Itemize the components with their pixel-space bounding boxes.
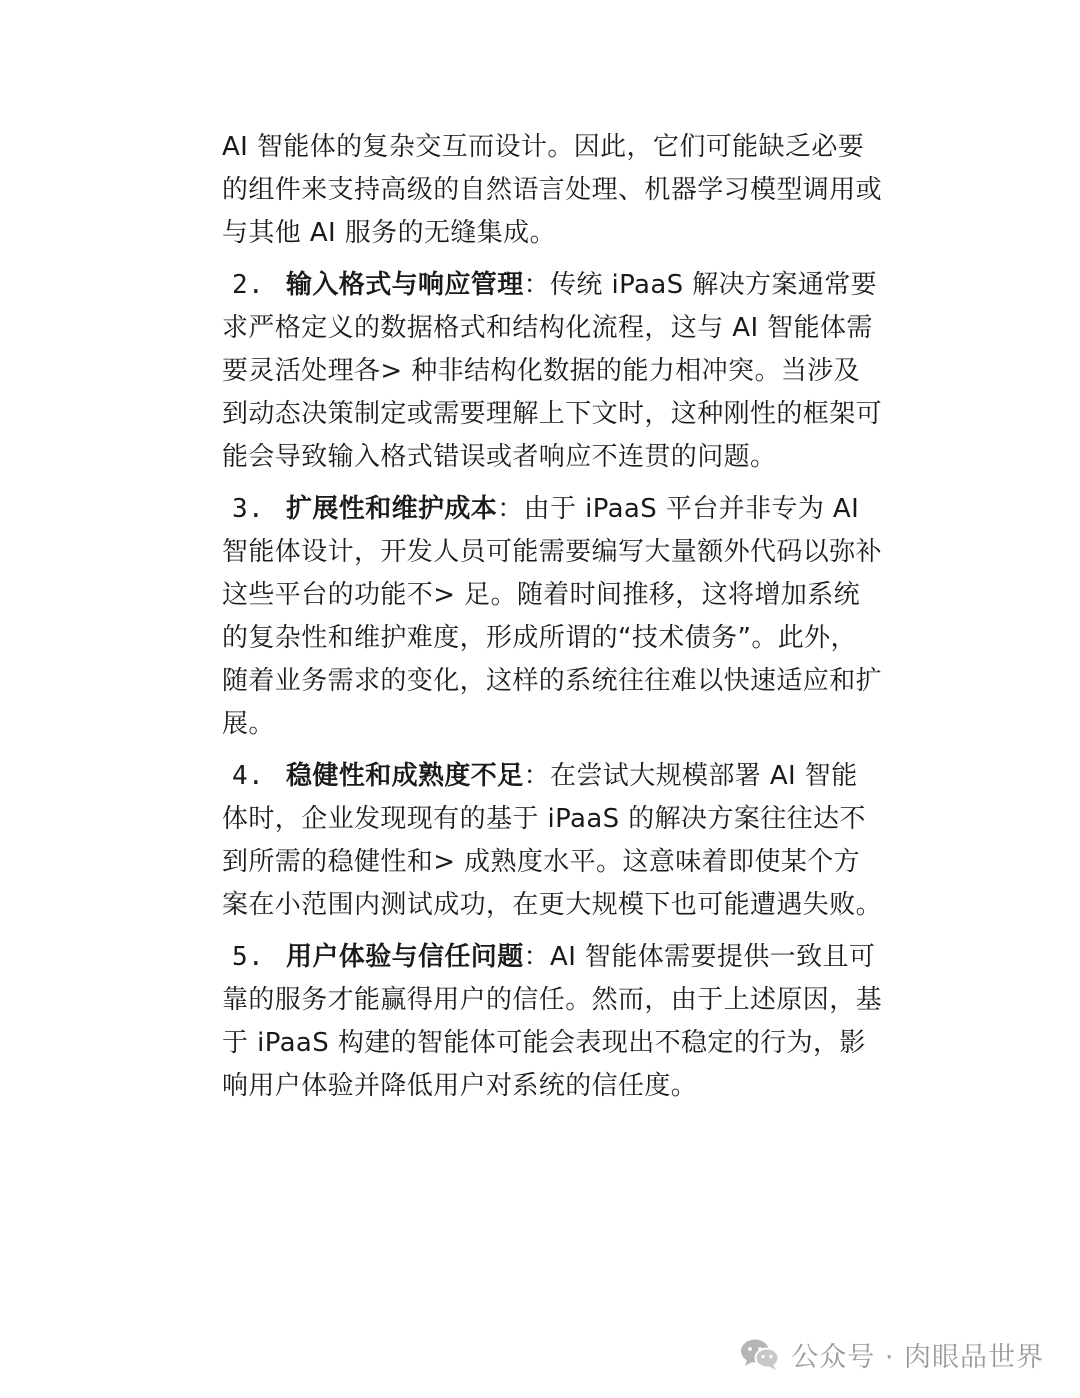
- list-item: [222, 488, 882, 746]
- list-item: [222, 264, 882, 479]
- list-item-body: ：由于 iPaaS 平台并非专为 AI 智能体设计，开发人员可能需要编写大量额外代码以弥补这些平台的功能不> 足。随着时间推移，这将增加系统的复杂性和维护难度，形成所谓的“技术债务”。此外，随着业务需求的变化，这样的系统往往难以快速适应和扩展。: [222, 494, 883, 739]
- list-item-number: 4.: [232, 761, 265, 791]
- list-item-body: ：传统 iPaaS 解决方案通常要求严格定义的数据格式和结构化流程，这与 AI 智能体需要灵活处理各> 种非结构化数据的能力相冲突。当涉及到动态决策制定或需要理解上下文时，这种刚性的框架可能会导致输入格式错误或者响应不连贯的问题。: [222, 270, 883, 472]
- watermark-label: 公众号 · 肉眼品世界: [791, 1341, 1044, 1373]
- list-item-heading: 用户体验与信任问题: [286, 942, 524, 972]
- list-item-number: 3.: [232, 494, 265, 524]
- intro-paragraph: AI 智能体的复杂交互而设计。因此，它们可能缺乏必要的组件来支持高级的自然语言处理、机器学习模型调用或与其他 AI 服务的无缝集成。: [222, 132, 883, 248]
- list-item-number: 5.: [232, 942, 265, 972]
- list-item-number: 2.: [232, 270, 265, 300]
- list-item-heading: 扩展性和维护成本: [286, 494, 498, 524]
- article-body: [222, 126, 882, 1117]
- list-item: [222, 755, 882, 927]
- list-item-body: ：在尝试大规模部署 AI 智能体时，企业发现现有的基于 iPaaS 的解决方案往往达不到所需的稳健性和> 成熟度水平。这意味着即使某个方案在小范围内测试成功，在更大规模下也可能遭遇失败。: [222, 761, 883, 920]
- list-item-body: ：AI 智能体需要提供一致且可靠的服务才能赢得用户的信任。然而，由于上述原因，基于 iPaaS 构建的智能体可能会表现出不稳定的行为，影响用户体验并降低用户对系统的信任度。: [222, 942, 883, 1101]
- list-item-heading: 输入格式与响应管理: [286, 270, 524, 300]
- list-item-heading: 稳健性和成熟度不足: [286, 761, 524, 791]
- wechat-icon: [739, 1337, 781, 1371]
- list-item: [222, 936, 882, 1108]
- source-watermark: [739, 1334, 1044, 1374]
